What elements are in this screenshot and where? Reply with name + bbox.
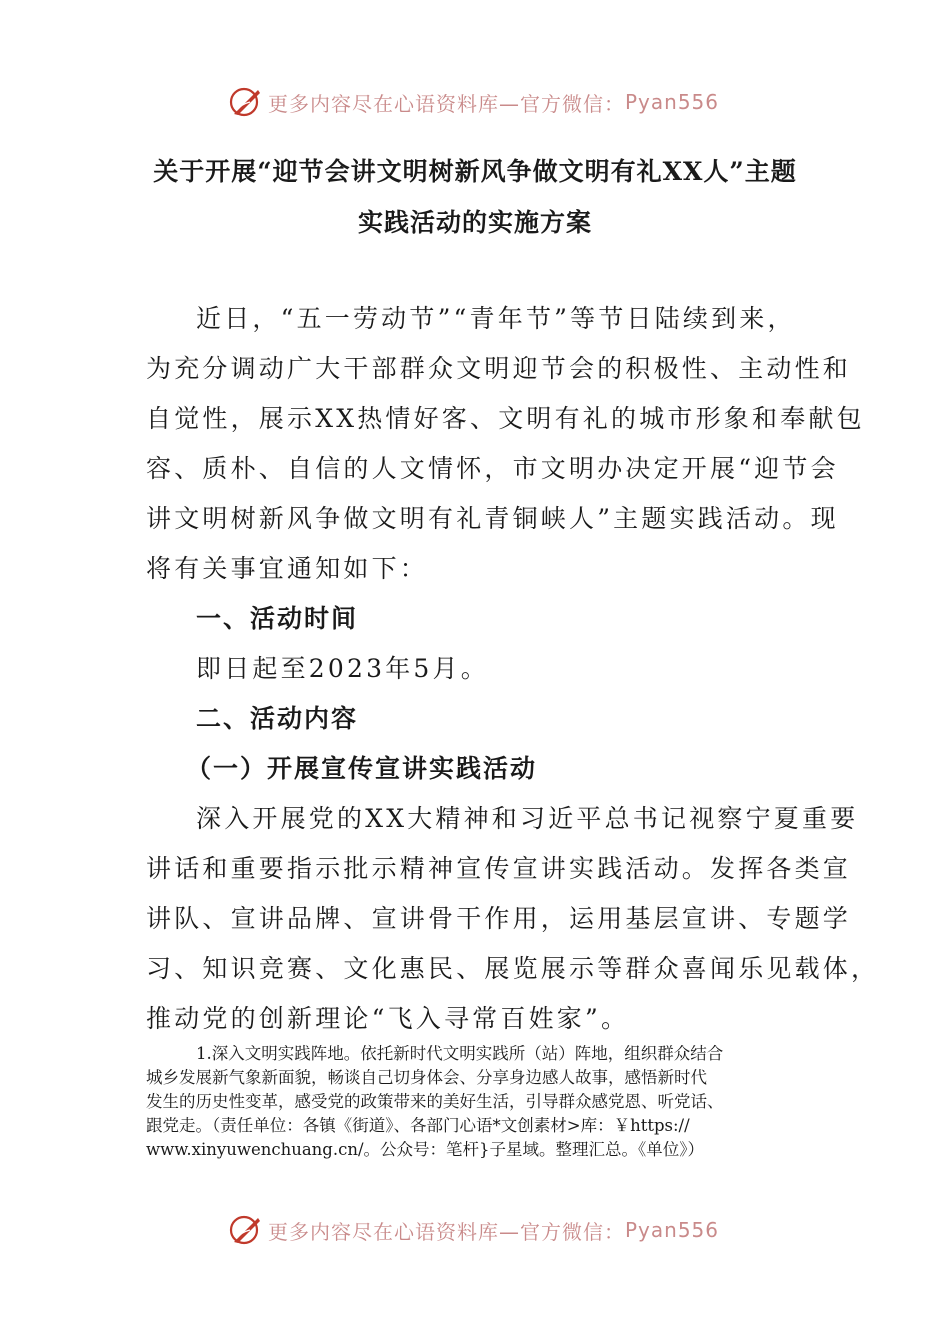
section1-heading: 一、活动时间 [196, 604, 359, 633]
intro-line: 为充分调动广大干部群众文明迎节会的积极性、主动性和 [146, 354, 852, 383]
quill-pen-circle-icon [228, 1212, 264, 1248]
header-watermark-banner [228, 82, 719, 122]
subsection1-line: 讲话和重要指示批示精神宣传宣讲实践活动。发挥各类宣 [146, 854, 852, 883]
quill-pen-circle-icon [228, 84, 264, 120]
subsection1-line: 推动党的创新理论“飞入寻常百姓家”。 [146, 1004, 630, 1033]
item1-line: www.xinyuwenchuang.cn/。公众号：笔杆}子星域。整理汇总。《单位》） [146, 1140, 705, 1159]
banner-text: 更多内容尽在心语资料库—官方微信： [268, 91, 625, 116]
intro-line: 讲文明树新风争做文明有礼青铜峡人”主题实践活动。现 [146, 504, 839, 533]
subsection1-line: 深入开展党的XX大精神和习近平总书记视察宁夏重要 [196, 804, 859, 833]
item1-line: 1.深入文明实践阵地。依托新时代文明实践所（站）阵地，组织群众结合 [196, 1044, 724, 1063]
item1-line: 发生的历史性变革，感受党的政策带来的美好生活，引导群众感党恩、听党话、 [146, 1092, 724, 1111]
item1-line: 城乡发展新气象新面貌，畅谈自己切身体会、分享身边感人故事，感悟新时代 [146, 1068, 707, 1087]
intro-line: 将有关事宜通知如下： [146, 554, 429, 583]
section2-heading: 二、活动内容 [196, 704, 359, 733]
subsection1-heading: （一）开展宣传宣讲实践活动 [186, 754, 538, 783]
item1-line: 跟党走。（责任单位：各镇《街道》、各部门心语*文创素材>库：￥https:// [146, 1116, 690, 1135]
intro-line: 自觉性，展示XX热情好客、文明有礼的城市形象和奉献包 [146, 404, 865, 433]
banner-wechat-id: Pyan556 [625, 90, 720, 114]
subsection1-line: 讲队、宣讲品牌、宣讲骨干作用，运用基层宣讲、专题学 [146, 904, 852, 933]
footer-watermark-banner [228, 1210, 719, 1250]
document-title-line1: 关于开展“迎节会讲文明树新风争做文明有礼XX人”主题 [153, 157, 797, 186]
document-title-line2: 实践活动的实施方案 [357, 208, 592, 237]
subsection1-line: 习、知识竞赛、文化惠民、展览展示等群众喜闻乐见载体， [146, 954, 880, 983]
section1-text: 即日起至2023年5月。 [196, 654, 489, 683]
banner-wechat-id: Pyan556 [625, 1218, 720, 1242]
intro-line: 容、质朴、自信的人文情怀，市文明办决定开展“迎节会 [146, 454, 839, 483]
intro-line: 近日，“五一劳动节”“青年节”等节日陆续到来， [196, 304, 796, 333]
banner-text: 更多内容尽在心语资料库—官方微信： [268, 1219, 625, 1244]
